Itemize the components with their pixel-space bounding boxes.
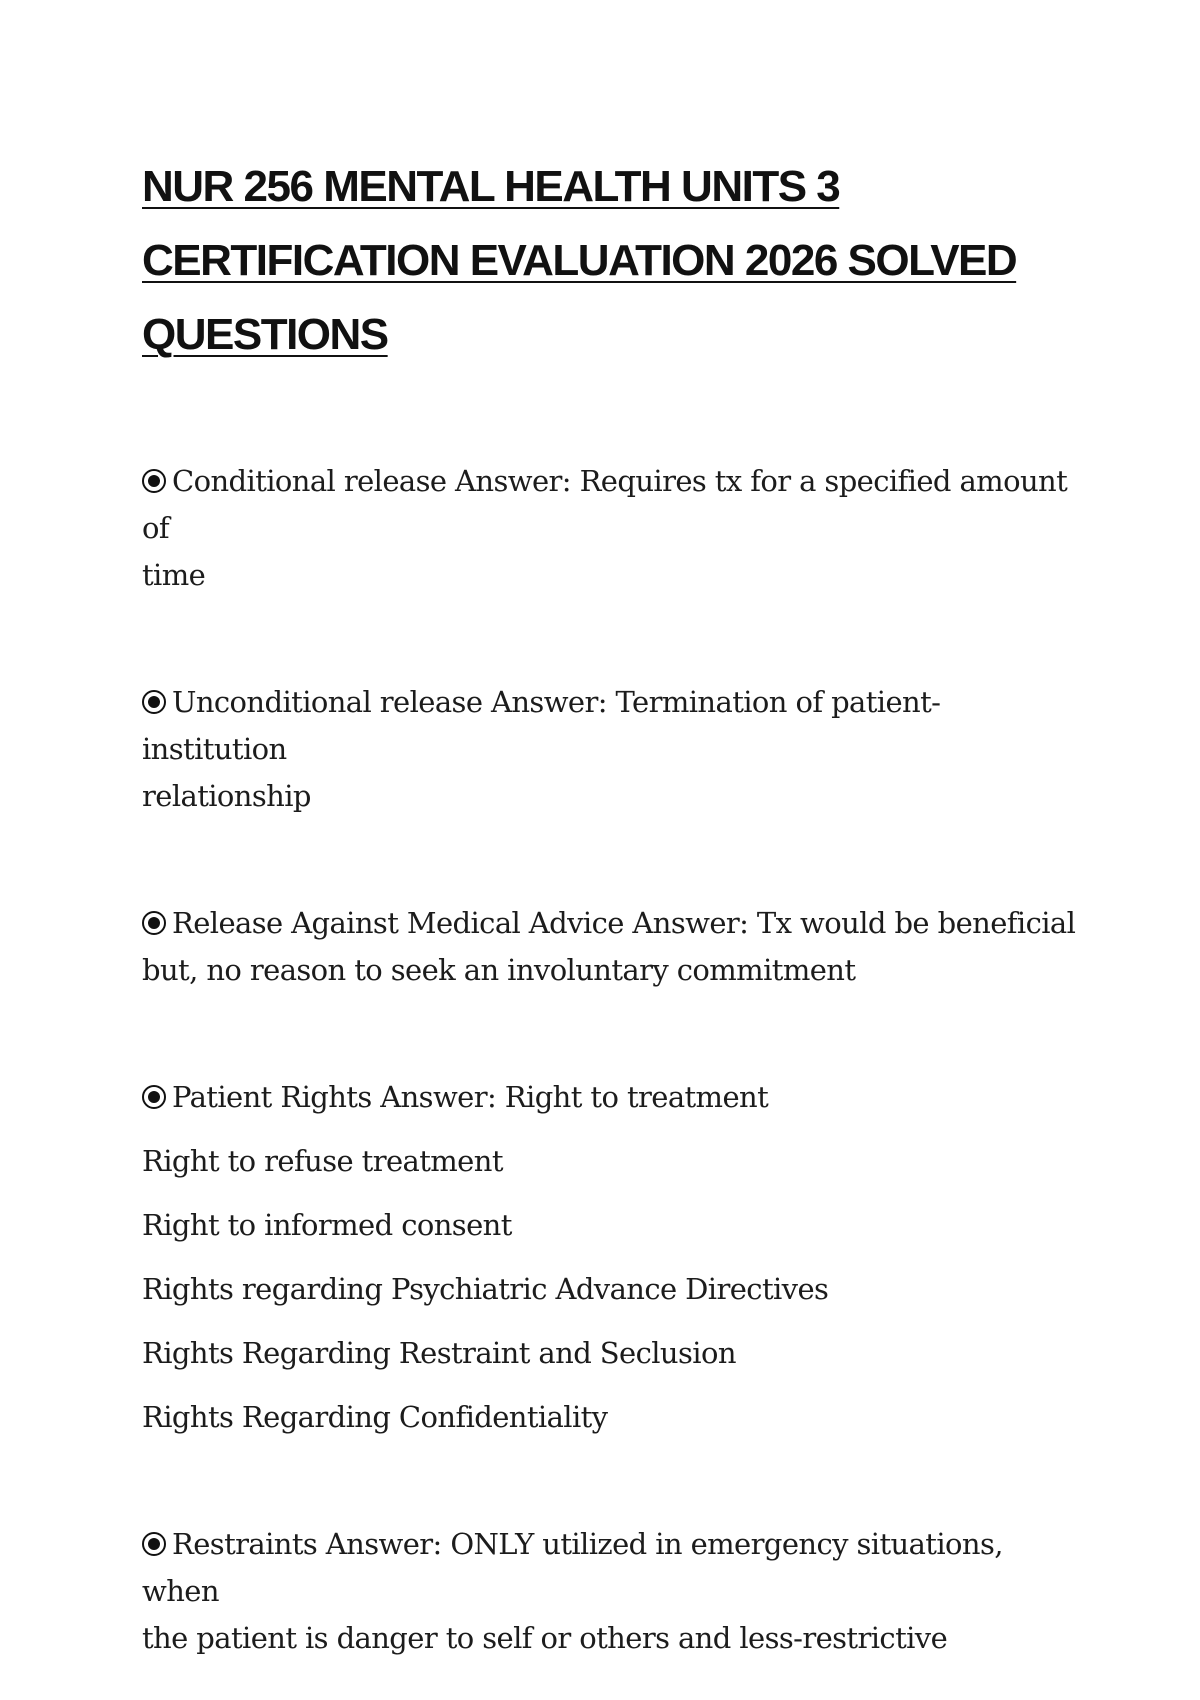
question-line [142,1074,1082,1121]
question-text: Unconditional release Answer: Termination of patient-institution [142,685,941,766]
question-line: but, no reason to seek an involuntary commitment [142,953,856,987]
answer-sub-line: Right to informed consent [142,1208,512,1242]
radio-bullet-icon [142,1532,166,1556]
question-line: relationship [142,779,311,813]
question-item-patient-rights [142,1074,1082,1441]
radio-bullet-icon [142,690,166,714]
title-line-3: QUESTIONS [142,310,388,359]
question-text: Restraints Answer: ONLY utilized in emergency situations, when [142,1527,1003,1608]
question-text: Conditional release Answer: Requires tx for a specified amount of [142,464,1068,545]
question-line [142,1521,1082,1615]
document-page [142,150,1082,1662]
answer-sub-line: Rights Regarding Confidentiality [142,1400,608,1434]
question-line [142,900,1082,947]
title-line-2: CERTIFICATION EVALUATION 2026 SOLVED [142,236,1017,285]
question-item-release-against-medical-advice [142,900,1082,994]
radio-bullet-icon [142,911,166,935]
question-item-conditional-release [142,458,1082,599]
document-title [142,150,1082,372]
question-text: Release Against Medical Advice Answer: Tx would be beneficial [172,906,1076,940]
answer-sub-line: Rights Regarding Restraint and Seclusion [142,1336,736,1370]
question-text: Patient Rights Answer: Right to treatment [172,1080,769,1114]
question-line [142,458,1082,552]
question-line [142,679,1082,773]
answer-sub-line: Rights regarding Psychiatric Advance Directives [142,1272,829,1306]
question-list [142,458,1082,1662]
question-item-restraints [142,1521,1082,1662]
question-item-unconditional-release [142,679,1082,820]
question-line: time [142,558,206,592]
title-line-1: NUR 256 MENTAL HEALTH UNITS 3 [142,162,840,211]
question-line: the patient is danger to self or others and less-restrictive [142,1621,948,1655]
answer-sub-line: Right to refuse treatment [142,1144,503,1178]
radio-bullet-icon [142,469,166,493]
radio-bullet-icon [142,1085,166,1109]
